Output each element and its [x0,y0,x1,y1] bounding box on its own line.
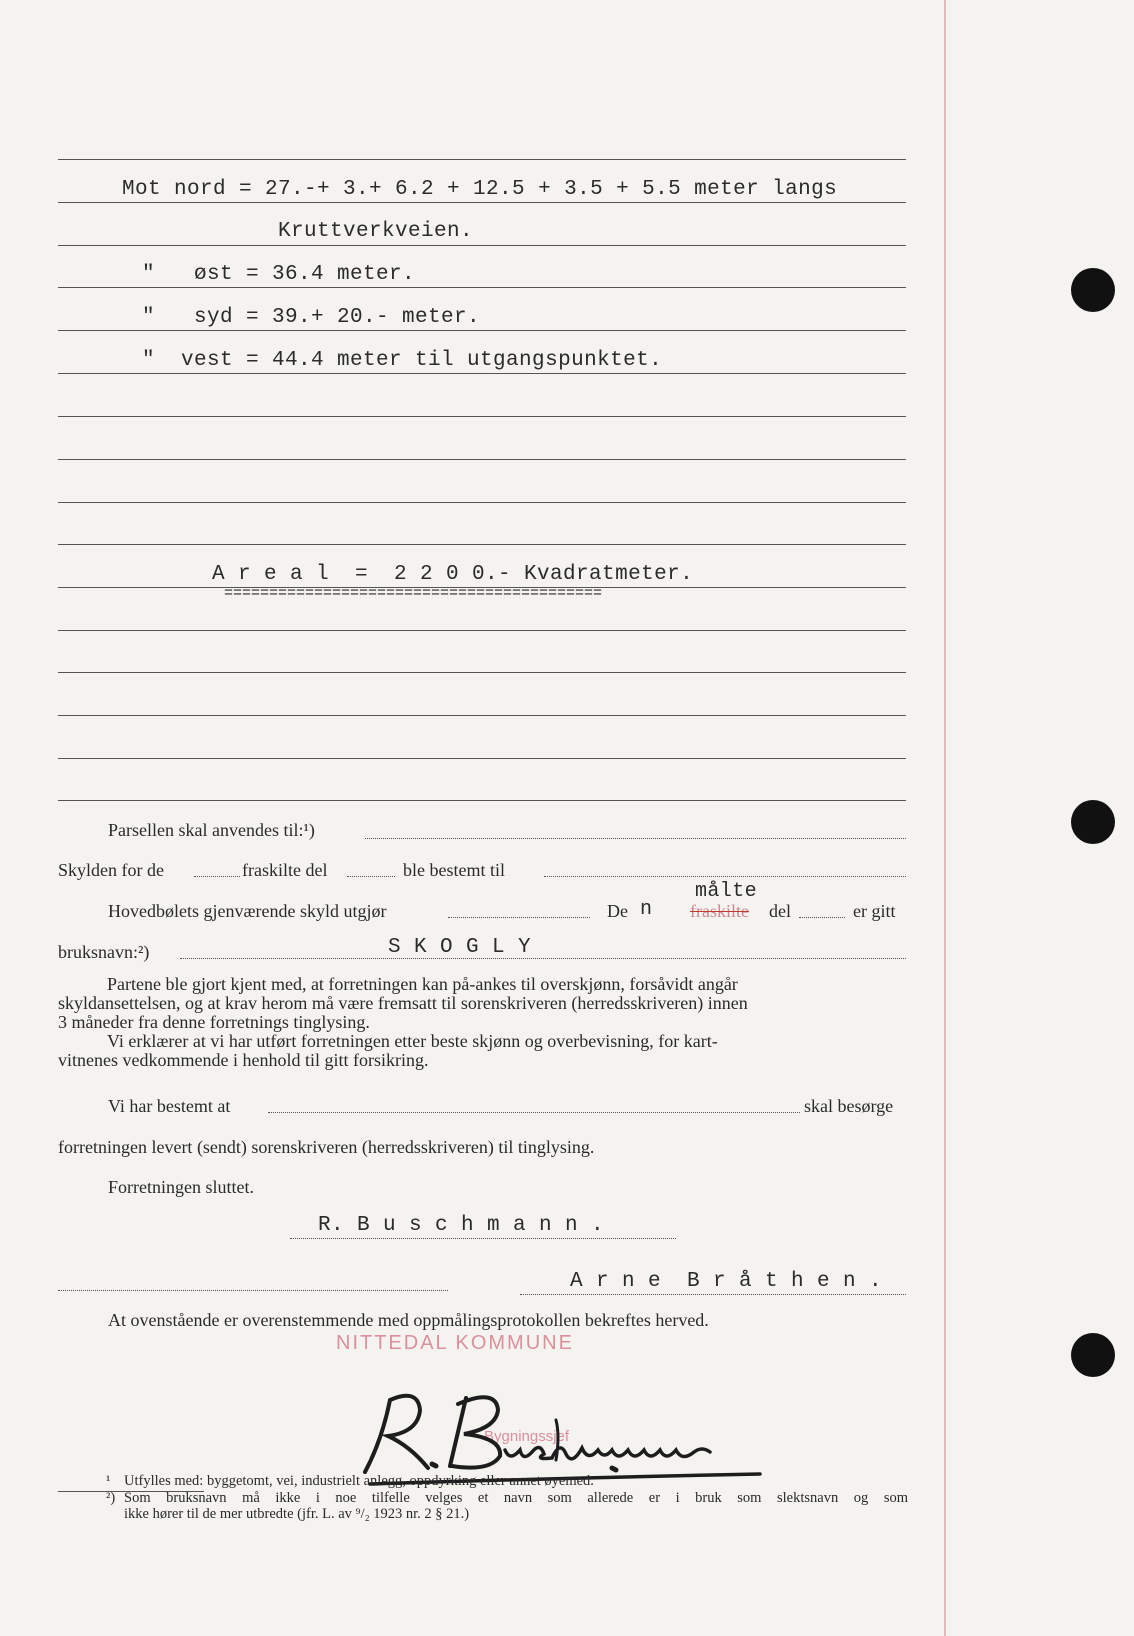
appeal-line-3: 3 måneder fra denne forretnings tinglysing. [58,1012,370,1032]
malte-insertion: målte [695,880,758,903]
skyld-field-3 [544,876,906,877]
appeal-line-1: Partene ble gjort kjent med, at forretningen kan på-ankes til overskjønn, forsåvidt angår [107,974,738,994]
footnote-2-mark: ²) [106,1490,116,1506]
margin-line [944,0,946,1636]
footnote-2-line-2: ikke hører til de mer utbredte (jfr. L. av ⁹/₂ 1923 nr. 2 § 21.) [124,1506,470,1522]
use-field [365,838,906,839]
ruled-line [58,800,906,801]
bruksnavn-label: bruksnavn:²) [58,942,150,962]
tinglysing-line: forretningen levert (sendt) sorenskriveren (herredsskriveren) til tinglysing. [58,1137,595,1157]
confirmation-text: At ovenstående er overenstemmende med oppmålingsprotokollen bekreftes herved. [108,1310,709,1330]
boundary-north-line: Mot nord = 27.-+ 3.+ 6.2 + 12.5 + 3.5 + 5.5 meter langs [122,178,838,201]
ruled-line [58,245,906,246]
boundary-west-line: " vest = 44.4 meter til utgangspunktet. [142,349,663,372]
footnote-1-mark: ¹ [106,1473,111,1489]
signature-line-left [58,1290,448,1291]
bruksnavn-value: S K O G L Y [388,936,532,959]
hovedbol-label: Hovedbølets gjenværende skyld utgjør [108,901,387,921]
ruled-line [58,758,906,759]
skyld-bestemt-label: ble bestemt til [403,860,505,880]
bruksnavn-field [180,958,906,959]
ruled-line [58,373,906,374]
stamp-title: Bygningssjef [484,1428,570,1445]
de-label: De [607,901,628,921]
skyld-label: Skylden for de [58,860,164,880]
area-total: A r e a l = 2 2 0 0.- Kvadratmeter. [212,563,694,586]
del-label: del [769,901,791,921]
boundary-east-line: " øst = 36.4 meter. [142,263,416,286]
appeal-line-2: skyldansettelsen, og at krav herom må være fremsatt til sorenskriveren (herredsskriveren) innen [58,993,748,1013]
municipality-stamp: NITTEDAL KOMMUNE [336,1332,574,1354]
punch-hole-middle [1071,800,1115,844]
closing-text: Forretningen sluttet. [108,1177,254,1197]
ruled-line [58,202,906,203]
signature-line-2 [520,1294,906,1295]
signature-line-1 [290,1238,676,1239]
skyld-field-2 [347,876,395,877]
appeal-paragraph [58,975,908,1070]
ruled-line [58,416,906,417]
declaration-line-2: vitnenes vedkommende i henhold til gitt forsikring. [58,1050,429,1070]
ruled-line [58,330,906,331]
fraskilte-struck: fraskilte [690,901,749,921]
ruled-line [58,502,906,503]
bestemt-field [268,1112,800,1113]
ruled-line [58,544,906,545]
punch-hole-bottom [1071,1333,1115,1377]
area-double-underline: ========================================== [224,585,603,602]
skyld-field-1 [194,876,240,877]
skyld-fraskilte-label: fraskilte del [242,860,328,880]
ruled-line [58,630,906,631]
ruled-line [58,287,906,288]
er-gitt-label: er gitt [853,901,896,921]
ruled-line [58,715,906,716]
signature-typed-1: R. B u s c h m a n n . [318,1214,605,1237]
del-field [799,917,845,918]
de-fill: n [640,898,653,921]
boundary-road-name: Kruttverkveien. [278,220,474,243]
use-label: Parsellen skal anvendes til:¹) [108,820,315,840]
signature-typed-2: A r n e B r å t h e n . [570,1270,883,1293]
ruled-line [58,672,906,673]
bestemt-label: Vi har bestemt at [108,1096,231,1116]
ruled-line [58,459,906,460]
footnote-2-line-1: Som bruksnavn må ikke i noe tilfelle velges et navn som allerede er i bruk som slektsnavn og som [124,1490,908,1506]
ruled-line [58,159,906,160]
besorge-label: skal besørge [804,1096,894,1116]
hovedbol-field [448,917,590,918]
boundary-south-line: " syd = 39.+ 20.- meter. [142,306,481,329]
declaration-line-1: Vi erklærer at vi har utført forretningen etter beste skjønn og overbevisning, for kart- [107,1031,718,1051]
footnote-1: Utfylles med: byggetomt, vei, industrielt anlegg, oppdyrking eller annet øyemed. [124,1473,594,1489]
punch-hole-top [1071,268,1115,312]
